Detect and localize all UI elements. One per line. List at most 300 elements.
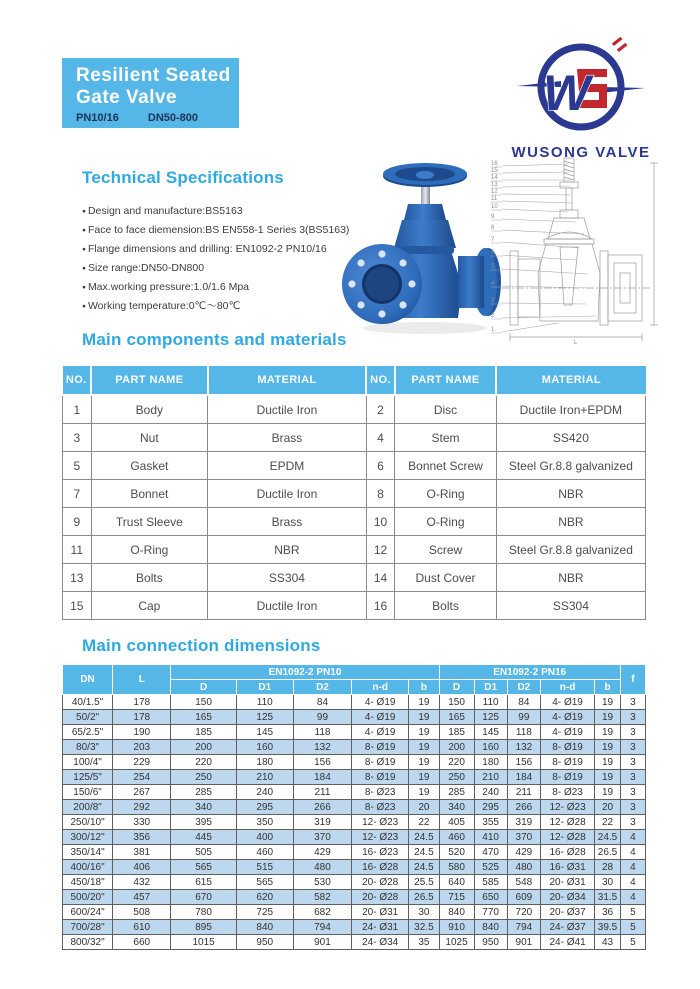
col-header: D1 — [474, 680, 507, 695]
table-cell: 800/32" — [63, 935, 113, 950]
table-cell: 210 — [236, 770, 293, 785]
table-cell: 8 — [366, 480, 395, 508]
table-row — [63, 564, 646, 592]
valve-photo — [340, 160, 510, 336]
part-callout: 14 — [491, 175, 498, 181]
table-cell: 381 — [113, 845, 171, 860]
table-cell: 16- Ø28 — [352, 860, 409, 875]
table-cell: 200 — [439, 740, 474, 755]
table-cell: SS420 — [496, 424, 645, 452]
table-cell: 8- Ø19 — [352, 740, 409, 755]
table-cell: 145 — [236, 725, 293, 740]
table-row — [63, 920, 646, 935]
table-cell: 19 — [409, 740, 439, 755]
table-cell: 3 — [620, 755, 645, 770]
size-range-badge: DN50-800 — [147, 112, 199, 124]
table-cell: 20- Ø37 — [540, 905, 594, 920]
table-cell: 150 — [439, 695, 474, 710]
table-cell: 12- Ø23 — [352, 830, 409, 845]
table-cell: 19 — [595, 710, 621, 725]
spec-item: ● Size range:DN50-DN800 — [82, 259, 372, 278]
table-cell: 457 — [113, 890, 171, 905]
table-cell: 4 — [620, 830, 645, 845]
table-cell: 99 — [293, 710, 351, 725]
table-cell: 160 — [474, 740, 507, 755]
table-cell: Ductile Iron+EPDM — [496, 395, 645, 424]
table-cell: 2 — [366, 395, 395, 424]
table-cell: Gasket — [91, 452, 208, 480]
table-cell: 330 — [113, 815, 171, 830]
table-cell: 16- Ø23 — [352, 845, 409, 860]
table-cell: 25.5 — [409, 875, 439, 890]
table-cell: 4- Ø19 — [352, 725, 409, 740]
table-cell: 8- Ø23 — [352, 785, 409, 800]
spec-item: ● Flange dimensions and drilling: EN1092-2 PN10/16 — [82, 240, 372, 259]
table-cell: 950 — [236, 935, 293, 950]
table-cell: Screw — [395, 536, 496, 564]
table-cell: Bolts — [91, 564, 208, 592]
table-cell: O-Ring — [395, 480, 496, 508]
col-header: D2 — [293, 680, 351, 695]
table-cell: 582 — [293, 890, 351, 905]
page-title-line1: Resilient Seated — [76, 65, 231, 86]
table-cell: 250 — [171, 770, 236, 785]
table-cell: NBR — [496, 480, 645, 508]
table-cell: 19 — [595, 740, 621, 755]
table-cell: 118 — [507, 725, 540, 740]
table-cell: 125/5" — [63, 770, 113, 785]
col-header-l: L — [113, 665, 171, 695]
table-cell: 4 — [620, 860, 645, 875]
table-cell: 19 — [595, 770, 621, 785]
spec-item: ● Face to face diemension:BS EN558-1 Series 3(BS5163) — [82, 221, 372, 240]
table-cell: 24- Ø31 — [352, 920, 409, 935]
table-cell: 184 — [507, 770, 540, 785]
table-row — [63, 480, 646, 508]
table-cell: 901 — [507, 935, 540, 950]
table-cell: 20- Ø31 — [352, 905, 409, 920]
table-cell: 400/16" — [63, 860, 113, 875]
table-cell: 19 — [409, 695, 439, 710]
table-cell: 118 — [293, 725, 351, 740]
table-cell: 1015 — [171, 935, 236, 950]
table-cell: Ductile Iron — [208, 480, 367, 508]
table-cell: 19 — [595, 695, 621, 710]
part-callout: 8 — [491, 225, 495, 231]
table-cell: 1 — [63, 395, 92, 424]
table-cell: 266 — [293, 800, 351, 815]
table-cell: 505 — [171, 845, 236, 860]
table-cell: 24.5 — [409, 860, 439, 875]
table-cell: Ductile Iron — [208, 592, 367, 620]
table-cell: EPDM — [208, 452, 367, 480]
table-cell: NBR — [496, 508, 645, 536]
table-cell: 901 — [293, 935, 351, 950]
spec-list — [82, 202, 372, 316]
table-cell: 19 — [409, 785, 439, 800]
table-cell: 145 — [474, 725, 507, 740]
table-cell: 370 — [293, 830, 351, 845]
table-cell: 580 — [439, 860, 474, 875]
table-cell: Steel Gr.8.8 galvanized — [496, 536, 645, 564]
table-cell: 178 — [113, 710, 171, 725]
table-cell: NBR — [208, 536, 367, 564]
table-cell: 3 — [620, 785, 645, 800]
table-cell: 500/20" — [63, 890, 113, 905]
table-cell: 620 — [236, 890, 293, 905]
table-cell: 210 — [474, 770, 507, 785]
part-callout: 11 — [491, 196, 498, 202]
table-cell: 12- Ø28 — [540, 815, 594, 830]
table-cell: 43 — [595, 935, 621, 950]
table-cell: 8- Ø19 — [540, 770, 594, 785]
table-cell: 480 — [293, 860, 351, 875]
table-cell: 340 — [171, 800, 236, 815]
table-cell: 350/14" — [63, 845, 113, 860]
table-cell: Brass — [208, 424, 367, 452]
table-cell: 4 — [366, 424, 395, 452]
table-cell: 1025 — [439, 935, 474, 950]
table-cell: 460 — [439, 830, 474, 845]
table-cell: 480 — [507, 860, 540, 875]
table-cell: 180 — [236, 755, 293, 770]
part-callout: 16 — [491, 161, 498, 167]
col-header: n-d — [352, 680, 409, 695]
table-cell: 80/3" — [63, 740, 113, 755]
table-cell: 40/1.5" — [63, 695, 113, 710]
table-cell: 355 — [474, 815, 507, 830]
table-cell: 250/10" — [63, 815, 113, 830]
logo-w-glyph: W — [543, 65, 591, 121]
table-cell: 3 — [63, 424, 92, 452]
brand-name: WUSONG VALVE — [511, 144, 651, 161]
table-cell: 285 — [439, 785, 474, 800]
table-cell: 4- Ø19 — [352, 695, 409, 710]
table-cell: 8- Ø19 — [540, 740, 594, 755]
table-row — [63, 740, 646, 755]
table-cell: 5 — [620, 935, 645, 950]
table-cell: 450/18" — [63, 875, 113, 890]
table-cell: 190 — [113, 725, 171, 740]
table-cell: 725 — [236, 905, 293, 920]
col-header-f: f — [620, 665, 645, 695]
table-row — [63, 395, 646, 424]
table-cell: 24- Ø41 — [540, 935, 594, 950]
table-cell: 840 — [474, 920, 507, 935]
table-cell: Disc — [395, 395, 496, 424]
table-cell: 132 — [507, 740, 540, 755]
table-cell: 5 — [620, 920, 645, 935]
table-cell: 211 — [293, 785, 351, 800]
table-cell: 650 — [474, 890, 507, 905]
table-cell: 12- Ø23 — [352, 815, 409, 830]
table-cell: Nut — [91, 424, 208, 452]
table-cell: 548 — [507, 875, 540, 890]
dim-label: L — [574, 340, 578, 345]
table-cell: 700/28" — [63, 920, 113, 935]
table-cell: 615 — [171, 875, 236, 890]
components-table — [62, 364, 646, 620]
table-cell: Trust Sleeve — [91, 508, 208, 536]
table-row — [63, 890, 646, 905]
table-cell: 28 — [595, 860, 621, 875]
table-cell: 185 — [439, 725, 474, 740]
table-cell: 50/2" — [63, 710, 113, 725]
table-cell: 203 — [113, 740, 171, 755]
table-cell: 240 — [236, 785, 293, 800]
table-cell: 19 — [409, 755, 439, 770]
table-cell: 429 — [507, 845, 540, 860]
part-callout: 3 — [491, 298, 495, 304]
table-cell: 24.5 — [409, 845, 439, 860]
table-cell: 36 — [595, 905, 621, 920]
table-cell: 110 — [474, 695, 507, 710]
col-header: MATERIAL — [208, 365, 367, 395]
table-cell: 150 — [171, 695, 236, 710]
table-cell: 525 — [474, 860, 507, 875]
part-callout: 15 — [491, 168, 498, 174]
dimensions-table — [62, 664, 646, 950]
table-cell: 12- Ø28 — [540, 830, 594, 845]
table-cell: 200/8" — [63, 800, 113, 815]
table-cell: 470 — [474, 845, 507, 860]
table-cell: 10 — [366, 508, 395, 536]
table-row — [63, 710, 646, 725]
col-header: NO. — [366, 365, 395, 395]
table-cell: 39.5 — [595, 920, 621, 935]
table-cell: 19 — [595, 785, 621, 800]
table-cell: 220 — [171, 755, 236, 770]
table-cell: 99 — [507, 710, 540, 725]
table-row — [63, 695, 646, 710]
table-cell: 405 — [439, 815, 474, 830]
table-cell: NBR — [496, 564, 645, 592]
logo-mark-icon — [515, 36, 647, 142]
table-cell: Bonnet Screw — [395, 452, 496, 480]
table-cell: 254 — [113, 770, 171, 785]
group-header-pn16: EN1092-2 PN16 — [439, 665, 620, 680]
table-cell: 184 — [293, 770, 351, 785]
table-cell: 610 — [113, 920, 171, 935]
table-cell: 11 — [63, 536, 92, 564]
table-cell: 110 — [236, 695, 293, 710]
part-callout: 2 — [491, 313, 495, 319]
table-row — [63, 452, 646, 480]
table-cell: 4- Ø19 — [540, 695, 594, 710]
table-cell: 185 — [171, 725, 236, 740]
part-callout: 5 — [491, 264, 495, 270]
table-cell: 20- Ø28 — [352, 890, 409, 905]
table-cell: 508 — [113, 905, 171, 920]
table-cell: 300/12" — [63, 830, 113, 845]
table-cell: 640 — [439, 875, 474, 890]
table-cell: 720 — [507, 905, 540, 920]
table-cell: 31.5 — [595, 890, 621, 905]
table-row — [63, 770, 646, 785]
col-header: D — [439, 680, 474, 695]
col-header: PART NAME — [91, 365, 208, 395]
table-cell: 8- Ø19 — [352, 770, 409, 785]
table-cell: 16- Ø31 — [540, 860, 594, 875]
table-cell: 165 — [171, 710, 236, 725]
page-title-line2: Gate Valve — [76, 87, 178, 108]
table-cell: 445 — [171, 830, 236, 845]
table-row — [63, 905, 646, 920]
table-cell: 340 — [439, 800, 474, 815]
table-cell: 24- Ø34 — [352, 935, 409, 950]
col-header: b — [409, 680, 439, 695]
table-cell: 178 — [113, 695, 171, 710]
table-row — [63, 830, 646, 845]
table-cell: 319 — [507, 815, 540, 830]
pressure-rating: PN10/16 — [76, 112, 119, 124]
table-cell: 319 — [293, 815, 351, 830]
table-cell: 125 — [474, 710, 507, 725]
table-cell: 14 — [366, 564, 395, 592]
table-cell: SS304 — [208, 564, 367, 592]
col-header: n-d — [540, 680, 594, 695]
table-cell: Bolts — [395, 592, 496, 620]
table-cell: 682 — [293, 905, 351, 920]
table-cell: 565 — [171, 860, 236, 875]
table-cell: 20 — [409, 800, 439, 815]
table-cell: 295 — [236, 800, 293, 815]
section-heading-specs: Technical Specifications — [82, 168, 284, 187]
table-cell: 26.5 — [409, 890, 439, 905]
table-cell: 3 — [620, 770, 645, 785]
col-header: D2 — [507, 680, 540, 695]
table-cell: Bonnet — [91, 480, 208, 508]
table-row — [63, 424, 646, 452]
table-cell: 600/24" — [63, 905, 113, 920]
table-row — [63, 875, 646, 890]
table-row — [63, 845, 646, 860]
table-cell: 26.5 — [595, 845, 621, 860]
table-cell: 295 — [474, 800, 507, 815]
table-cell: 292 — [113, 800, 171, 815]
table-cell: 266 — [507, 800, 540, 815]
table-cell: 125 — [236, 710, 293, 725]
part-callout: 1 — [491, 327, 495, 333]
table-cell: SS304 — [496, 592, 645, 620]
table-cell: 20- Ø28 — [352, 875, 409, 890]
table-cell: 9 — [63, 508, 92, 536]
table-cell: Steel Gr.8.8 galvanized — [496, 452, 645, 480]
table-cell: 16 — [366, 592, 395, 620]
table-cell: 19 — [595, 725, 621, 740]
table-cell: 35 — [409, 935, 439, 950]
table-cell: 22 — [595, 815, 621, 830]
table-cell: 840 — [439, 905, 474, 920]
table-cell: 24.5 — [595, 830, 621, 845]
table-cell: 794 — [293, 920, 351, 935]
table-cell: 84 — [507, 695, 540, 710]
table-cell: 4 — [620, 890, 645, 905]
table-row — [63, 592, 646, 620]
table-cell: 8- Ø19 — [540, 755, 594, 770]
table-cell: 13 — [63, 564, 92, 592]
table-cell: 165 — [439, 710, 474, 725]
table-cell: 12- Ø23 — [540, 800, 594, 815]
spec-item: ● Design and manufacture:BS5163 — [82, 202, 372, 221]
table-cell: Dust Cover — [395, 564, 496, 592]
table-row — [63, 815, 646, 830]
table-cell: 8- Ø23 — [540, 785, 594, 800]
table-cell: 19 — [409, 725, 439, 740]
table-cell: 150/6" — [63, 785, 113, 800]
table-cell: 20 — [595, 800, 621, 815]
table-cell: 840 — [236, 920, 293, 935]
table-cell: 5 — [620, 905, 645, 920]
table-cell: 30 — [595, 875, 621, 890]
table-cell: 715 — [439, 890, 474, 905]
table-row — [63, 860, 646, 875]
table-cell: 609 — [507, 890, 540, 905]
table-cell: Brass — [208, 508, 367, 536]
table-row — [63, 536, 646, 564]
spec-item: ● Max.working pressure:1.0/1.6 Mpa — [82, 278, 372, 297]
table-cell: 7 — [63, 480, 92, 508]
table-cell: O-Ring — [91, 536, 208, 564]
table-cell: 30 — [409, 905, 439, 920]
table-cell: 350 — [236, 815, 293, 830]
col-header: D1 — [236, 680, 293, 695]
table-row — [63, 785, 646, 800]
table-cell: 211 — [507, 785, 540, 800]
table-cell: 780 — [171, 905, 236, 920]
table-cell: 515 — [236, 860, 293, 875]
table-cell: 3 — [620, 740, 645, 755]
table-cell: 156 — [293, 755, 351, 770]
table-cell: 240 — [474, 785, 507, 800]
table-cell: 100/4" — [63, 755, 113, 770]
components-header-row — [63, 365, 646, 395]
table-row — [63, 755, 646, 770]
section-heading-components: Main components and materials — [82, 330, 347, 349]
table-cell: 15 — [63, 592, 92, 620]
table-cell: 5 — [63, 452, 92, 480]
title-block — [62, 58, 239, 128]
col-header: MATERIAL — [496, 365, 645, 395]
table-cell: 200 — [171, 740, 236, 755]
table-cell: 3 — [620, 725, 645, 740]
table-cell: 3 — [620, 800, 645, 815]
table-cell: 19 — [409, 710, 439, 725]
table-cell: 895 — [171, 920, 236, 935]
part-callout: 13 — [491, 182, 498, 188]
table-cell: 6 — [366, 452, 395, 480]
table-cell: 229 — [113, 755, 171, 770]
table-cell: 670 — [171, 890, 236, 905]
table-cell: 520 — [439, 845, 474, 860]
table-cell: 4- Ø19 — [540, 725, 594, 740]
part-callout: 9 — [491, 214, 495, 220]
table-cell: 565 — [236, 875, 293, 890]
table-cell: 4- Ø19 — [540, 710, 594, 725]
table-cell: 20- Ø34 — [540, 890, 594, 905]
table-cell: 84 — [293, 695, 351, 710]
table-cell: 65/2.5" — [63, 725, 113, 740]
table-cell: 770 — [474, 905, 507, 920]
table-cell: 19 — [595, 755, 621, 770]
table-cell: Ductile Iron — [208, 395, 367, 424]
table-cell: 180 — [474, 755, 507, 770]
table-cell: 910 — [439, 920, 474, 935]
table-cell: 460 — [236, 845, 293, 860]
part-callout: 12 — [491, 189, 498, 195]
table-cell: 220 — [439, 755, 474, 770]
table-cell: 585 — [474, 875, 507, 890]
